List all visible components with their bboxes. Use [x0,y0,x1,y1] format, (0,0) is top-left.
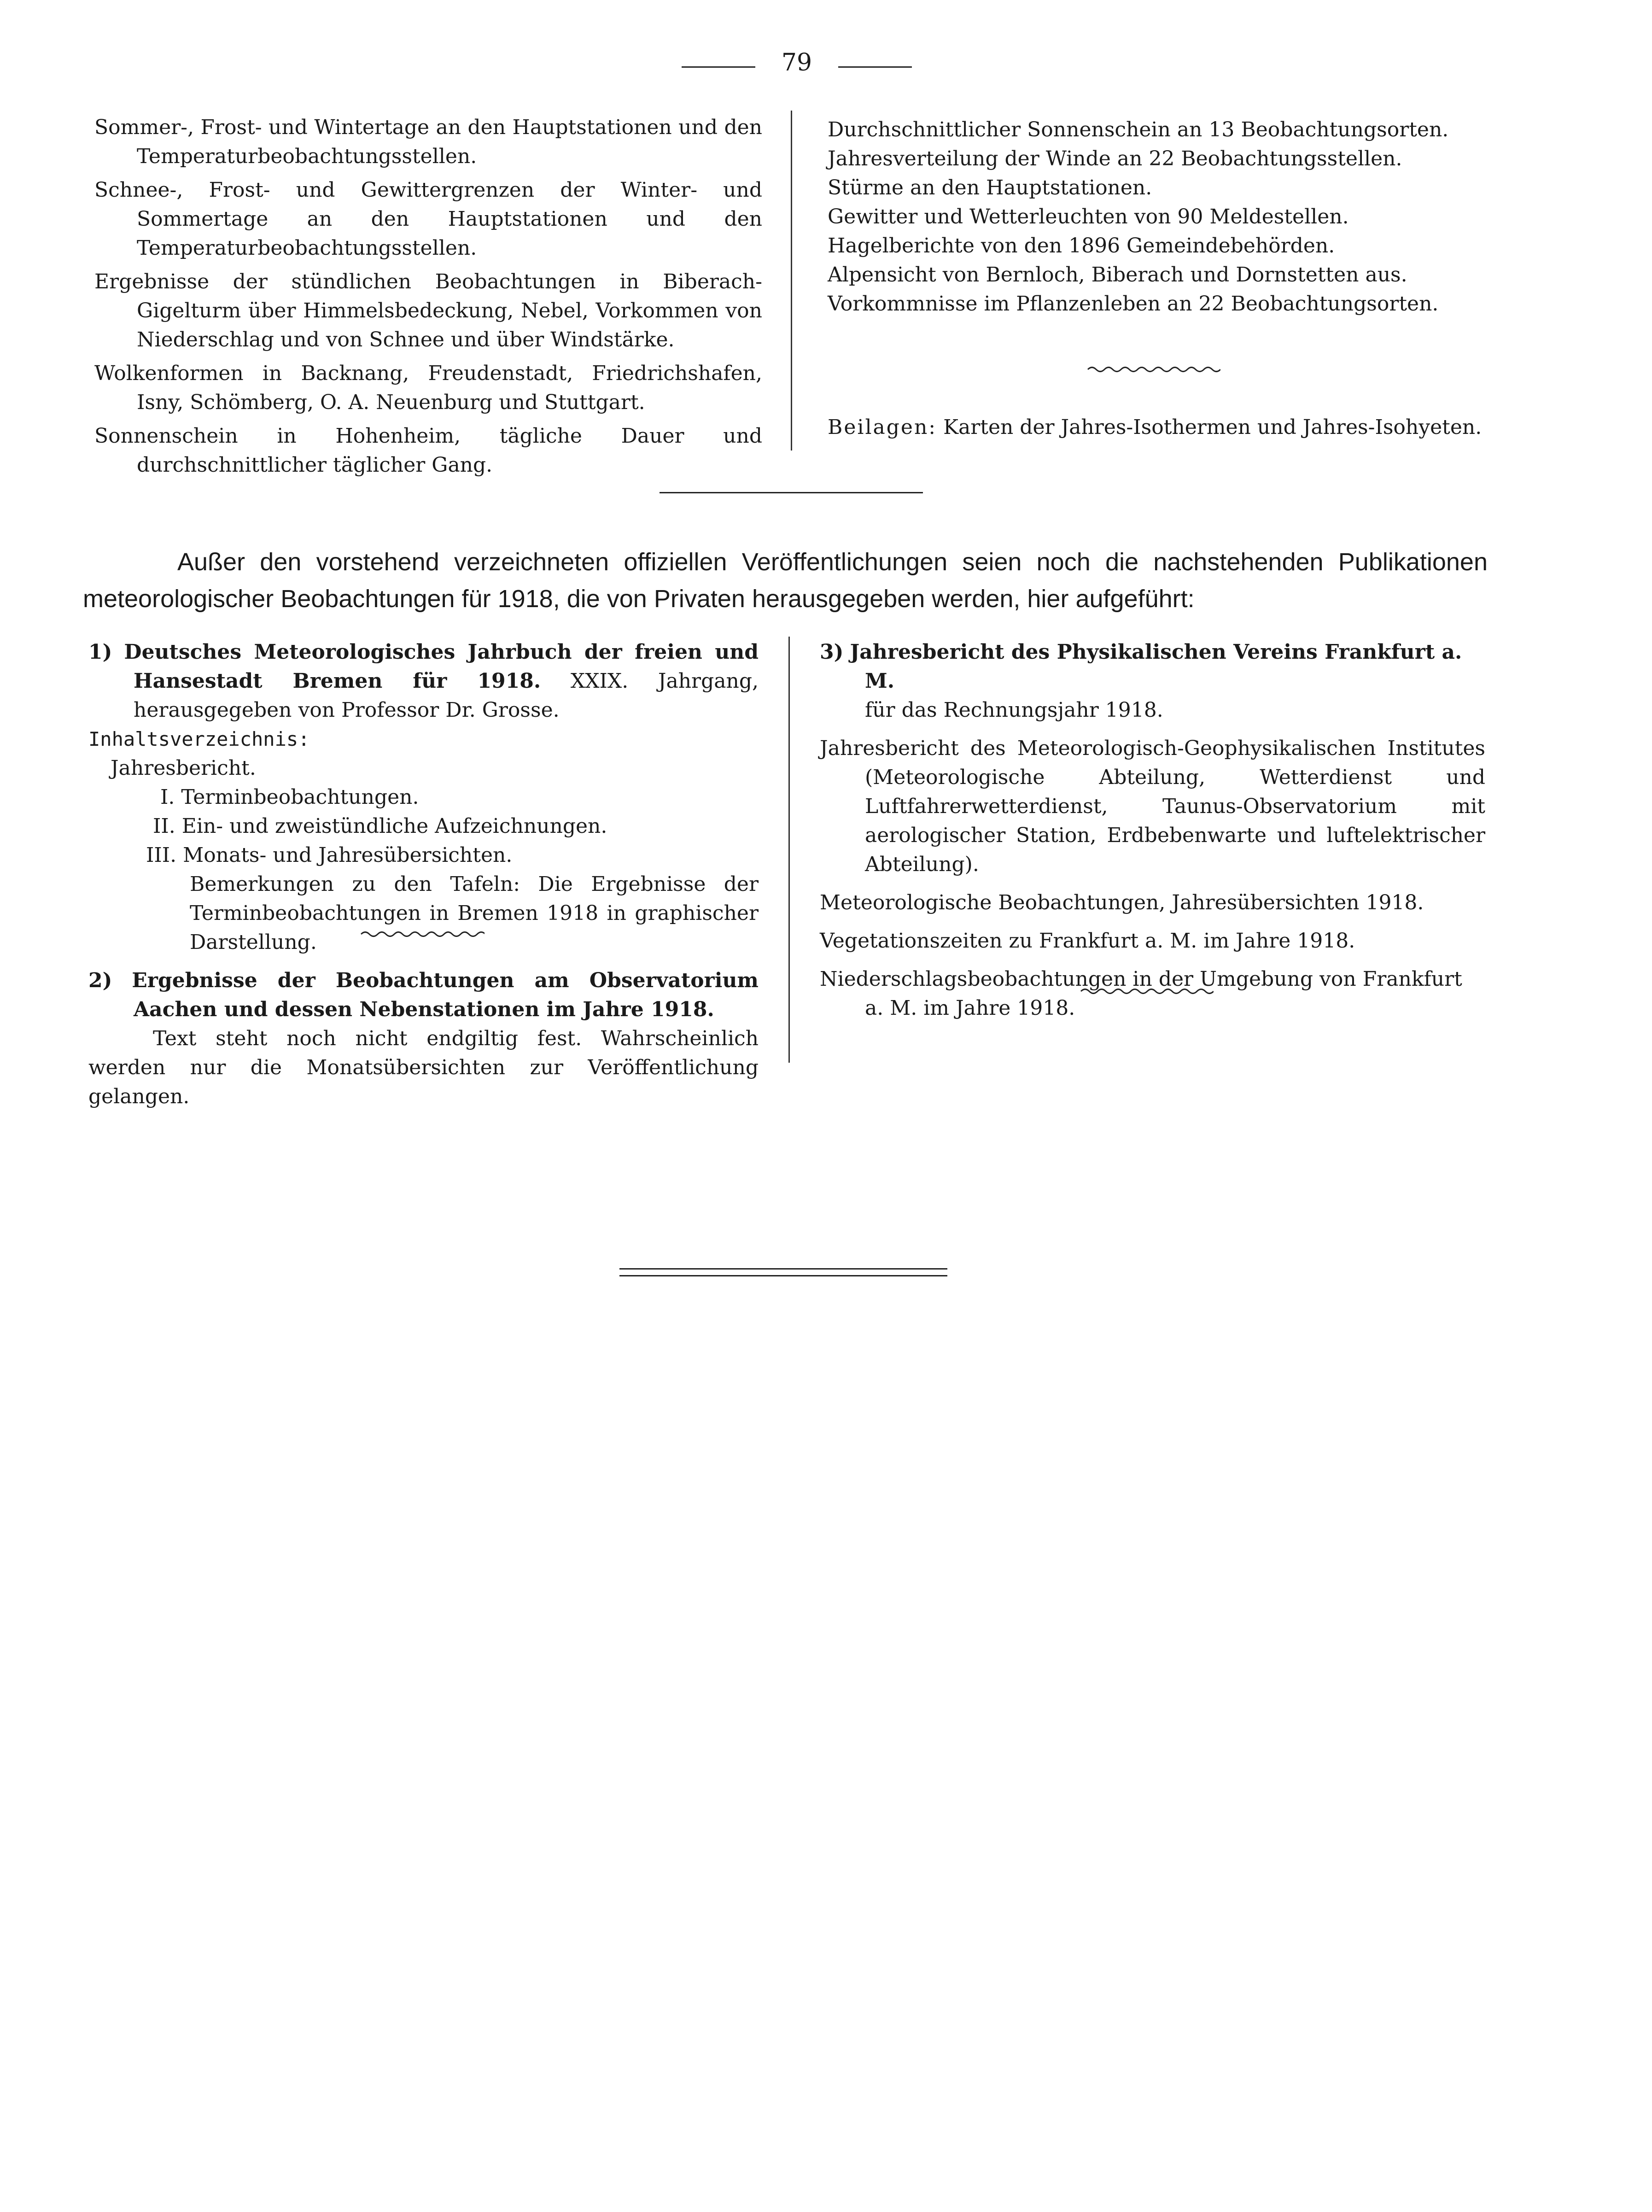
toc-roman: III. [146,843,177,867]
toc-intro: Jahresbericht. [111,756,256,780]
toc-roman: II. [153,814,175,838]
item-title: Ergebnisse der Beobachtungen am Observatorium Aachen und dessen Nebenstationen im Jahre 1918. [132,969,759,1021]
beilagen-label: Beilagen: [828,415,937,439]
top-left-column [94,113,762,480]
header-rule-right [838,66,912,68]
section-separator [660,492,923,493]
list-item [88,966,759,1024]
intro-paragraph [83,544,1488,617]
list-item: Schnee-, Frost- und Gewittergrenzen der Winter- und Sommertage an den Hauptstationen und den Temperaturbeobachtungsstellen. [94,178,762,260]
toc-remarks: Bemerkungen zu den Tafeln: Die Ergebnisse der Terminbeobachtungen in Bremen 1918 in graphischer Darstellung. [190,872,759,954]
list-item: Sonnenschein in Hohenheim, tägliche Dauer und durchschnittlicher täglicher Gang. [94,424,762,477]
column-divider-top [791,111,792,451]
closing-rule-bottom [619,1275,947,1276]
page-header [682,44,912,81]
list-item: Gewitter und Wetterleuchten von 90 Meldestellen. [828,205,1349,228]
list-item: Alpensicht von Bernloch, Biberach und Dornstetten aus. [828,263,1407,287]
item-rest: XXIX. Jahrgang, herausgegeben von Professor Dr. Grosse. [134,669,759,722]
toc-item [88,841,759,870]
toc-text: Terminbeobachtungen. [181,785,419,809]
bottom-left-column [88,638,759,1111]
list-item: Durchschnittlicher Sonnenschein an 13 Beobachtungsorten. [828,118,1449,141]
list-item: Sommer-, Frost- und Wintertage an den Hauptstationen und den Temperaturbeobachtungsstellen. [94,116,762,168]
ornament-squiggle [1080,986,1214,997]
column-divider-bottom [788,637,790,1063]
item-rest: für das Rechnungsjahr 1918. [865,698,1163,722]
list-item: Ergebnisse der stündlichen Beobachtungen in Biberach-Gigelturm über Himmelsbedeckung, Nebel, Vorkommen von Niederschlag und von Schnee und über Windstärke. [94,270,762,351]
toc-text: Monats- und Jahresübersichten. [183,843,513,867]
toc-label: Inhaltsverzeichnis: [88,728,310,750]
list-item: Hagelberichte von den 1896 Gemeindebehörden. [828,234,1335,257]
toc-item [88,783,759,812]
list-item: Vorkommnisse im Pflanzenleben an 22 Beobachtungsorten. [828,292,1439,316]
toc-text: Ein- und zweistündliche Aufzeichnungen. [181,814,607,838]
list-item: Vegetationszeiten zu Frankfurt a. M. im Jahre 1918. [820,929,1355,953]
page-number: 79 [781,49,812,76]
list-item: Jahresverteilung der Winde an 22 Beobachtungsstellen. [828,147,1402,170]
item-title: Deutsches Meteorologisches Jahrbuch der freien und Hansestadt Bremen für 1918. [124,640,759,693]
item-number: 3) [820,640,844,664]
list-item: Stürme an den Hauptstationen. [828,176,1152,199]
ornament-squiggle [1087,364,1220,375]
bottom-right-column [820,638,1485,1023]
list-item: Jahresbericht des Meteorologisch-Geophysikalischen Institutes (Meteorologische Abteilung, Wetterdienst und Luftfahrerwetterdienst, Taunus-Observatorium mit aerologischer Station, Erdbebenwarte und luftelektrischer Abteilung). [820,737,1485,876]
toc-roman: I. [160,785,175,809]
list-item [820,638,1485,696]
closing-rule-top [619,1268,947,1270]
top-right-column [828,115,1495,318]
list-item: Meteorologische Beobachtungen, Jahresübersichten 1918. [820,891,1424,914]
list-item: Niederschlagsbeobachtungen in der Umgebung von Frankfurt a. M. im Jahre 1918. [820,967,1462,1020]
item-number: 2) [88,969,112,992]
list-item [88,638,759,725]
toc-item [88,812,759,841]
item-title: Jahresbericht des Physikalischen Vereins Frankfurt a. M. [850,640,1462,693]
item-text: Text steht noch nicht endgiltig fest. Wahrscheinlich werden nur die Monatsübersichten zur Veröffentlichung gelangen. [88,1027,759,1108]
item-number: 1) [88,640,112,664]
beilagen-text: Karten der Jahres-Isothermen und Jahres-Isohyeten. [943,415,1482,439]
list-item: Wolkenformen in Backnang, Freudenstadt, Friedrichshafen, Isny, Schömberg, O. A. Neuenburg und Stuttgart. [94,362,762,414]
intro-text: Außer den vorstehend verzeichneten offiziellen Veröffentlichungen seien noch die nachstehenden Publikationen meteorologischer Beobachtungen für 1918, die von Privaten herausgegeben werden, hier aufgeführt: [83,548,1488,613]
beilagen-line [828,413,1495,442]
ornament-squiggle [360,929,485,940]
